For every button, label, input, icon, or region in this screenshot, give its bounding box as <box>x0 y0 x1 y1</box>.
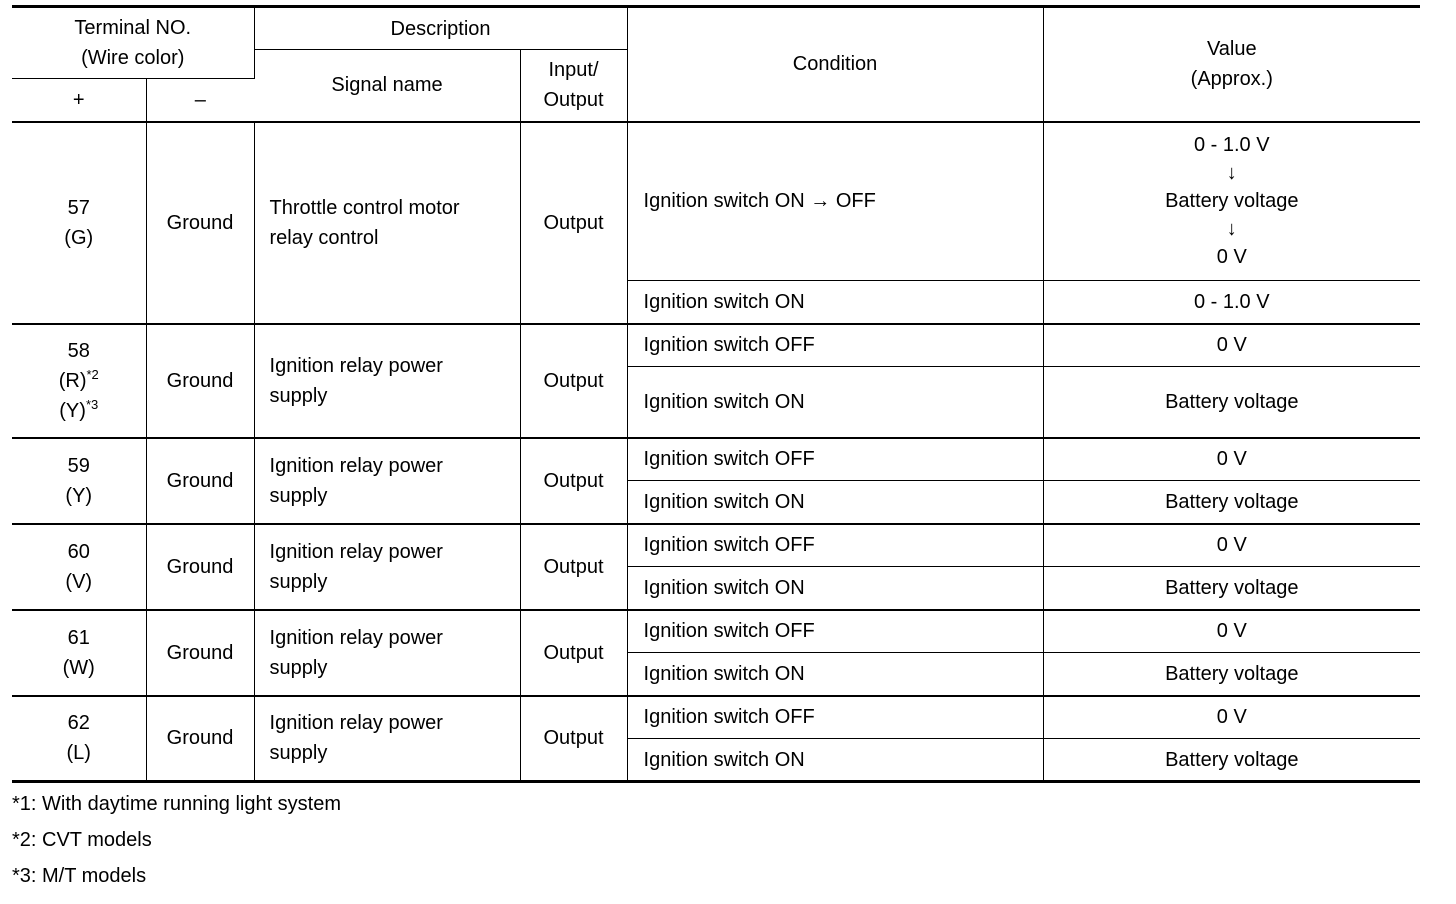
terminal-number: 62 <box>67 712 90 735</box>
wire-color: (Y) <box>59 399 86 422</box>
footnote-ref: *3 <box>85 396 99 412</box>
value-label: Value <box>1206 38 1257 61</box>
condition-cell: Ignition switch OFF <box>627 324 1043 367</box>
terminal-number: 58 <box>67 339 90 362</box>
signal-name-cell <box>254 524 520 610</box>
signal-name-cell <box>254 438 520 524</box>
io-cell: Output <box>520 324 627 438</box>
signal-line-1: Ignition relay power <box>269 712 443 735</box>
signal-line-1: Ignition relay power <box>269 454 443 477</box>
terminal-number: 60 <box>67 540 90 563</box>
table-row <box>12 122 1420 281</box>
value-line: 0 - 1.0 V <box>1193 134 1270 157</box>
wire-color: (Y) <box>65 484 93 507</box>
terminal-number: 61 <box>67 626 90 649</box>
signal-line-2: supply <box>269 384 328 407</box>
ground-cell: Ground <box>146 122 254 324</box>
down-arrow-icon: ↓ <box>1226 162 1237 185</box>
condition-cell: Ignition switch ON <box>627 367 1043 438</box>
wire-color: (R) <box>58 369 87 392</box>
condition-cell: Ignition switch OFF <box>627 438 1043 481</box>
wire-color: (V) <box>65 570 93 593</box>
value-cell: 0 V <box>1043 438 1420 481</box>
footnote: *2: CVT models <box>12 829 152 851</box>
value-cell: Battery voltage <box>1043 739 1420 782</box>
condition-cell: Ignition switch ON <box>627 281 1043 324</box>
input-output-header <box>520 50 627 122</box>
footnote: *3: M/T models <box>12 865 147 887</box>
ground-cell: Ground <box>146 610 254 696</box>
condition-cell: Ignition switch ON <box>627 481 1043 524</box>
value-cell: Battery voltage <box>1043 367 1420 438</box>
signal-name-header: Signal name <box>254 50 520 122</box>
signal-line-1: Ignition relay power <box>269 626 443 649</box>
terminal-spec-table <box>12 5 1420 783</box>
value-cell: Battery voltage <box>1043 481 1420 524</box>
value-cell: Battery voltage <box>1043 567 1420 610</box>
value-line: Battery voltage <box>1165 190 1299 213</box>
value-cell: Battery voltage <box>1043 653 1420 696</box>
down-arrow-icon: ↓ <box>1226 218 1237 241</box>
table-row <box>12 324 1420 367</box>
value-line: 0 V <box>1216 246 1247 269</box>
footnote: *1: With daytime running light system <box>12 793 342 815</box>
condition-cell: Ignition switch ON <box>627 567 1043 610</box>
plus-header: + <box>12 79 146 122</box>
footnote-ref: *2 <box>86 366 99 382</box>
wire-color-label: (Wire color) <box>81 47 185 69</box>
terminal-cell <box>12 324 146 438</box>
signal-name-cell <box>254 696 520 782</box>
io-cell: Output <box>520 524 627 610</box>
table-row <box>12 524 1420 567</box>
signal-line-1: Ignition relay power <box>269 354 443 377</box>
condition-cell: Ignition switch OFF <box>627 524 1043 567</box>
signal-line-1: Ignition relay power <box>269 540 443 563</box>
condition-cell: Ignition switch ON <box>627 653 1043 696</box>
io-cell: Output <box>520 438 627 524</box>
condition-cell: Ignition switch ON → OFF <box>627 122 1043 281</box>
io-cell: Output <box>520 610 627 696</box>
value-header <box>1043 7 1420 122</box>
signal-line-2: supply <box>269 742 328 765</box>
value-cell: 0 V <box>1043 524 1420 567</box>
ground-cell: Ground <box>146 438 254 524</box>
approx-label: (Approx.) <box>1190 68 1273 91</box>
terminal-no-header <box>12 7 254 79</box>
terminal-number: 57 <box>67 196 90 219</box>
io-cell: Output <box>520 122 627 324</box>
condition-header: Condition <box>627 7 1043 122</box>
terminal-cell <box>12 438 146 524</box>
condition-cell: Ignition switch OFF <box>627 610 1043 653</box>
input-label: Input/ <box>548 59 599 82</box>
signal-line-2: supply <box>269 656 328 679</box>
ground-cell: Ground <box>146 524 254 610</box>
wire-color: (G) <box>64 226 94 249</box>
value-cell <box>1043 122 1420 281</box>
signal-name-cell <box>254 324 520 438</box>
signal-line-2: supply <box>269 570 328 593</box>
terminal-cell <box>12 610 146 696</box>
table-row <box>12 610 1420 653</box>
io-cell: Output <box>520 696 627 782</box>
terminal-number: 59 <box>67 454 90 477</box>
value-cell: 0 V <box>1043 610 1420 653</box>
condition-cell: Ignition switch ON <box>627 739 1043 782</box>
footnotes <box>12 786 341 894</box>
description-header: Description <box>254 7 627 50</box>
terminal-cell <box>12 122 146 324</box>
signal-line-1: Throttle control motor <box>269 196 460 219</box>
output-label: Output <box>543 89 604 112</box>
wire-color: (W) <box>62 656 95 679</box>
terminal-cell <box>12 696 146 782</box>
table-row <box>12 696 1420 739</box>
signal-line-2: relay control <box>269 226 379 249</box>
signal-name-cell <box>254 610 520 696</box>
wire-color: (L) <box>66 742 91 765</box>
minus-header: – <box>146 79 254 122</box>
value-cell: 0 V <box>1043 324 1420 367</box>
table-row <box>12 438 1420 481</box>
value-cell: 0 - 1.0 V <box>1043 281 1420 324</box>
condition-cell: Ignition switch OFF <box>627 696 1043 739</box>
ground-cell: Ground <box>146 324 254 438</box>
signal-name-cell <box>254 122 520 324</box>
ground-cell: Ground <box>146 696 254 782</box>
value-cell: 0 V <box>1043 696 1420 739</box>
signal-line-2: supply <box>269 484 328 507</box>
terminal-cell <box>12 524 146 610</box>
terminal-no-label: Terminal NO. <box>74 17 192 39</box>
